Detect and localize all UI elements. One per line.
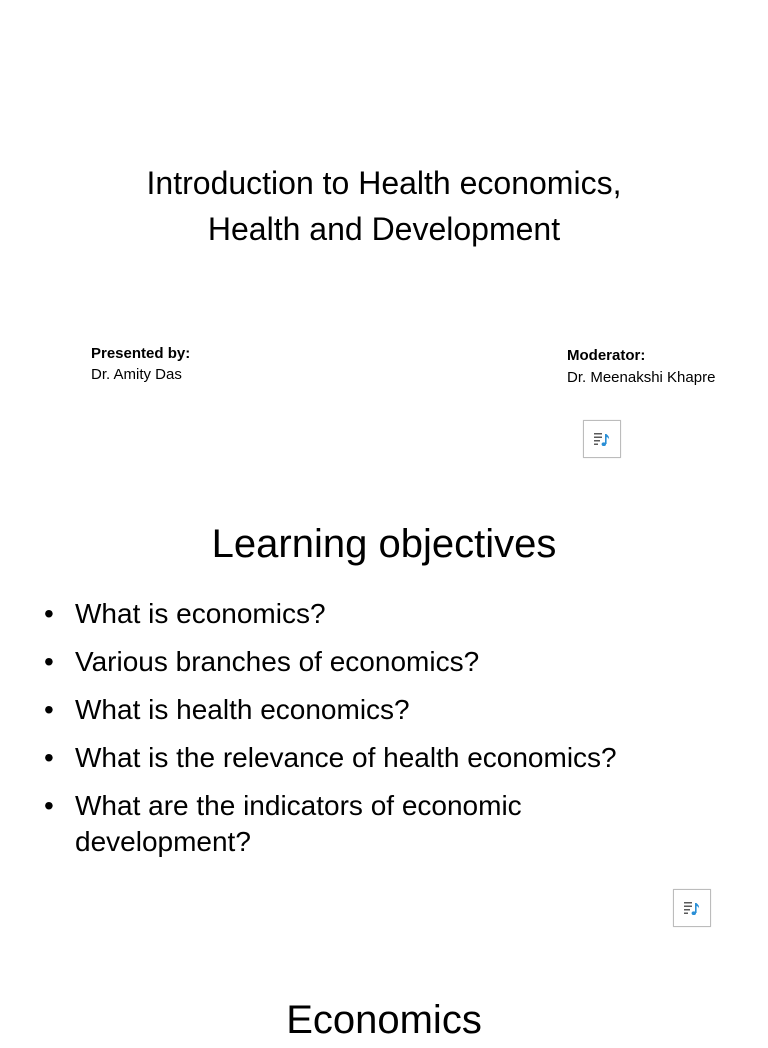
- slide1-title: [0, 160, 768, 252]
- list-item-text: What is economics?: [75, 598, 326, 629]
- list-item-text: Various branches of economics?: [75, 646, 480, 677]
- list-item-text: What are the indicators of economic development?: [75, 790, 522, 857]
- list-item: [44, 740, 744, 776]
- bullet-dot: •: [44, 598, 54, 629]
- audio-file-icon: [682, 898, 702, 918]
- presenter-block: [91, 343, 190, 385]
- slide2-title: Learning objectives: [211, 522, 557, 566]
- bullet-dot: •: [44, 646, 54, 677]
- moderator-block: [567, 345, 715, 389]
- list-item: [44, 692, 744, 728]
- bullet-dot: •: [44, 694, 54, 725]
- objectives-list: [44, 596, 744, 872]
- bullet-dot: •: [44, 742, 54, 773]
- slide1-title-line-1: Introduction to Health economics,: [146, 165, 622, 201]
- presenter-label: Presented by:: [91, 345, 191, 362]
- list-item: [44, 596, 744, 632]
- bullet-dot: •: [44, 790, 54, 821]
- moderator-label: Moderator:: [567, 347, 646, 364]
- list-item: [44, 788, 744, 860]
- audio-file-icon: [592, 429, 612, 449]
- moderator-name: Dr. Meenakshi Khapre: [567, 369, 716, 386]
- list-item-text: What is the relevance of health economics?: [75, 742, 617, 773]
- slide3-title: Economics: [286, 998, 482, 1042]
- slide1-title-line-2: Health and Development: [207, 211, 561, 247]
- list-item-text: What is health economics?: [75, 694, 410, 725]
- audio-file-button[interactable]: [583, 420, 621, 458]
- list-item: [44, 644, 744, 680]
- audio-file-button[interactable]: [673, 889, 711, 927]
- presenter-name: Dr. Amity Das: [91, 366, 182, 383]
